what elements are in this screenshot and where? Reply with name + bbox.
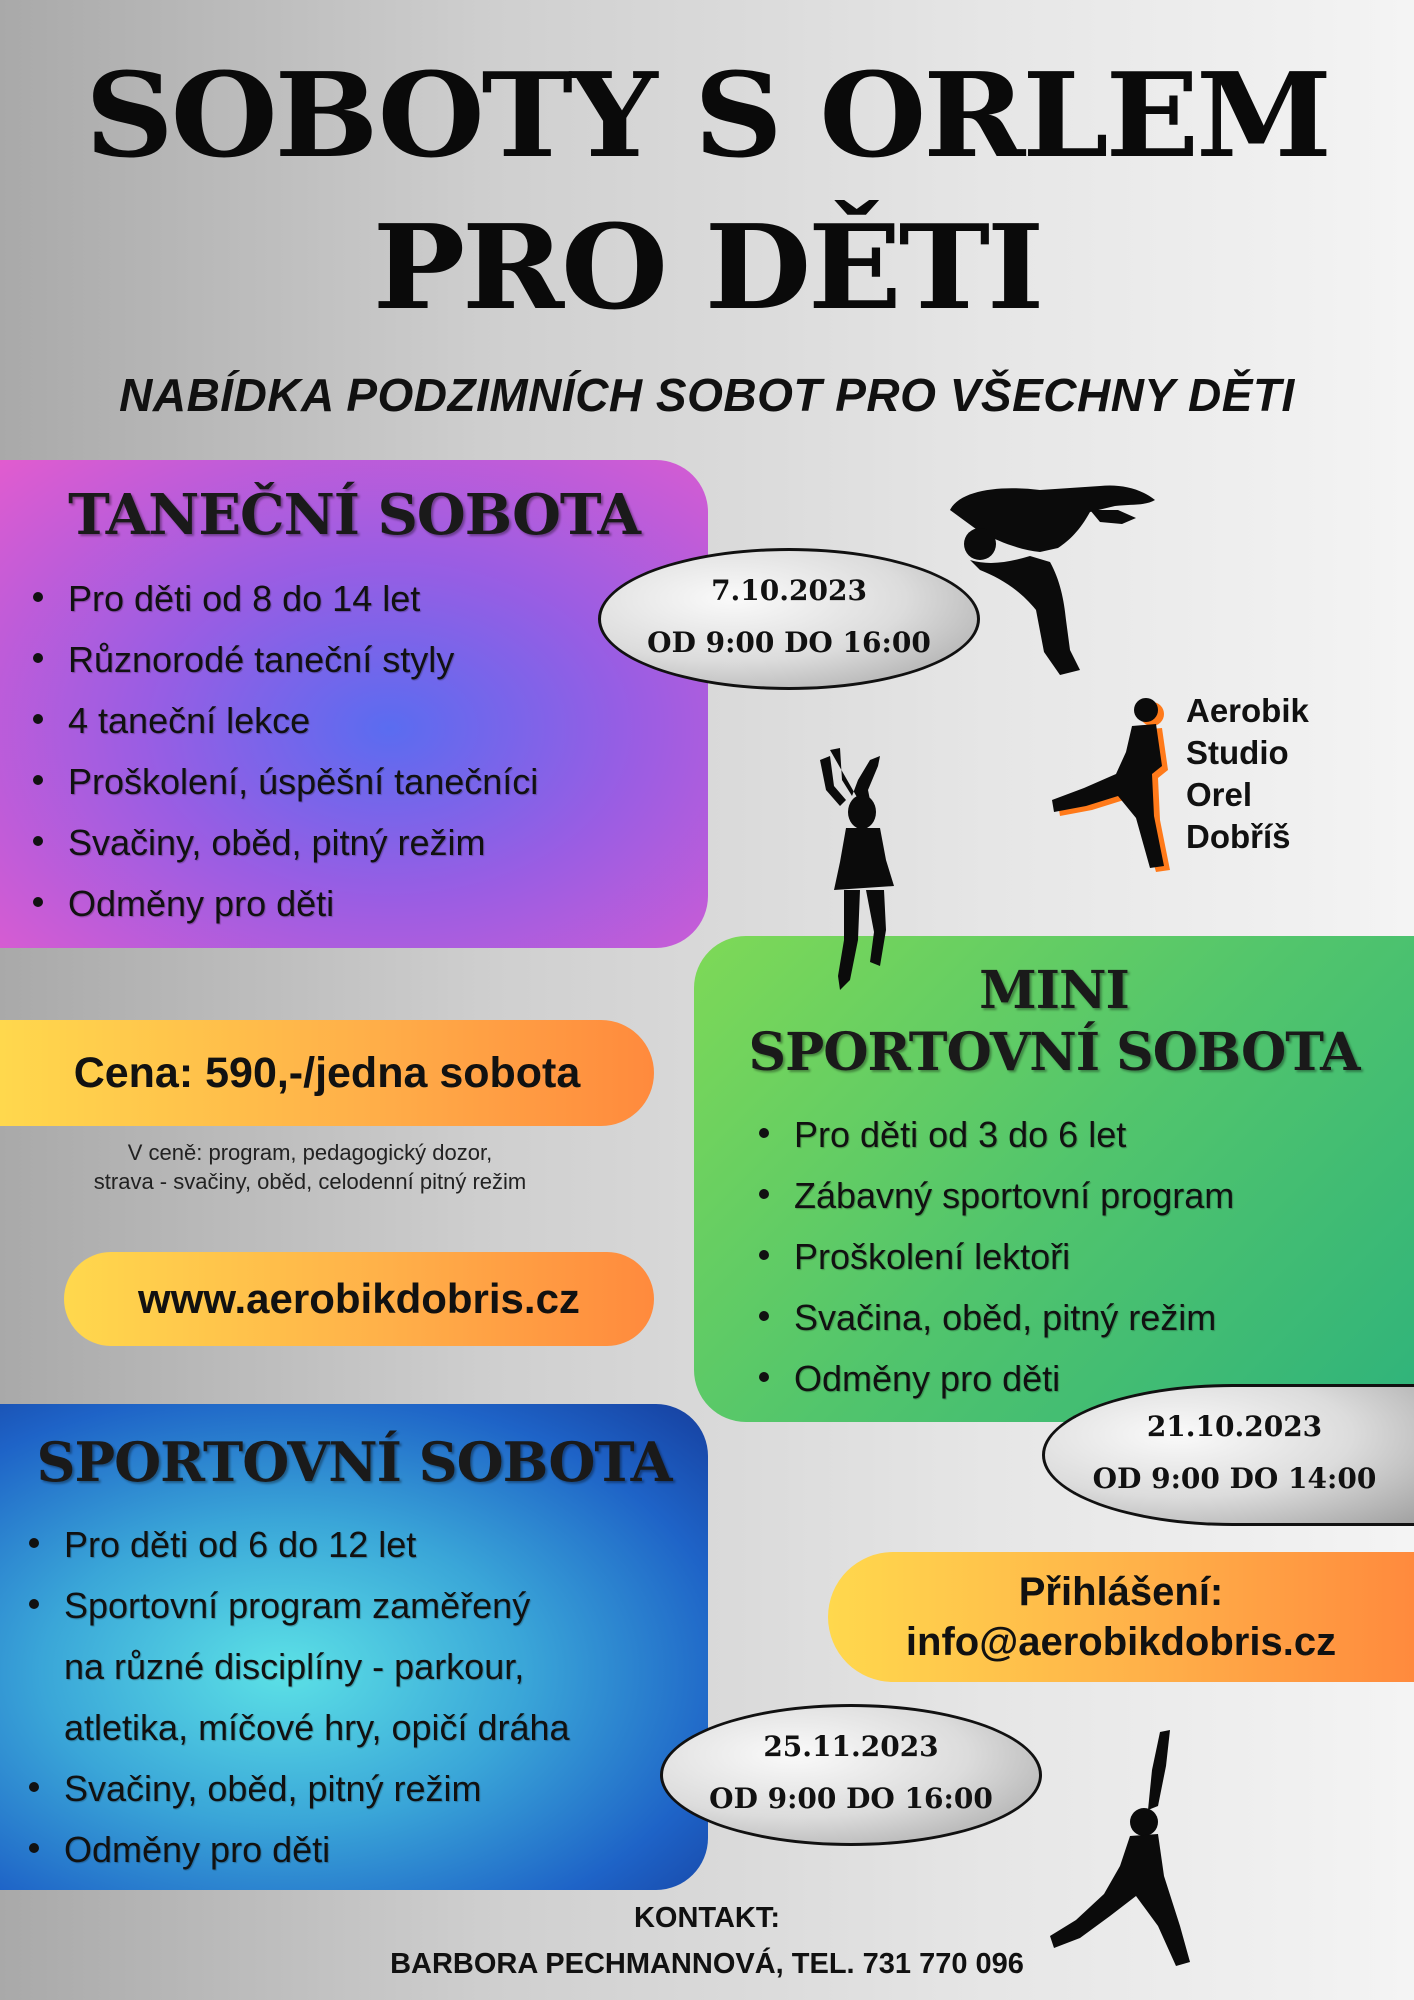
mini-panel [694, 936, 1414, 1422]
list-item: Pro děti od 6 do 12 let [64, 1514, 570, 1575]
list-item: Svačina, oběd, pitný režim [794, 1287, 1234, 1348]
list-item: Proškolení, úspěšní tanečníci [68, 751, 538, 812]
mini-date: 21.10.2023 [1146, 1410, 1323, 1443]
aerobik-logo-text [1186, 690, 1309, 858]
list-item: 4 taneční lekce [68, 690, 538, 751]
price-note-line2: strava - svačiny, oběd, celodenní pitný režim [93, 1169, 527, 1194]
list-item: Odměny pro děti [64, 1819, 570, 1880]
gymnast-silhouette-icon [1040, 1726, 1220, 1976]
sport-date-oval [660, 1704, 1042, 1846]
mini-title-line1: MINI [979, 960, 1129, 1021]
list-item: Odměny pro děti [794, 1348, 1234, 1409]
logo-line4: Dobříš [1186, 818, 1291, 855]
dance-date: 7.10.2023 [711, 574, 867, 607]
contact-text: BARBORA PECHMANNOVÁ, TEL. 731 770 096 [390, 1948, 1024, 1980]
sport-title: SPORTOVNÍ SOBOTA [36, 1430, 672, 1494]
breakdancer-silhouette-icon [940, 470, 1170, 690]
price-note-line1: V ceně: program, pedagogický dozor, [127, 1140, 493, 1165]
logo-line1: Aerobik [1186, 692, 1309, 729]
mini-list [794, 1104, 1234, 1409]
contact-label: KONTAKT: [633, 1902, 781, 1934]
dance-panel [0, 460, 708, 948]
price-note [20, 1138, 600, 1196]
signup-pill[interactable] [828, 1552, 1414, 1682]
list-item: Pro děti od 8 do 14 let [68, 568, 538, 629]
list-item: Svačiny, oběd, pitný režim [68, 812, 538, 873]
sport-date: 25.11.2023 [763, 1730, 939, 1763]
list-item: Zábavný sportovní program [794, 1165, 1234, 1226]
mini-title-line2: SPORTOVNÍ SOBOTA [748, 1022, 1360, 1083]
sport-panel [0, 1404, 708, 1890]
website-link[interactable] [64, 1252, 654, 1346]
dance-date-oval [598, 548, 980, 690]
list-item: Odměny pro děti [68, 873, 538, 934]
logo-line2: Studio [1186, 734, 1289, 771]
list-item: Svačiny, oběd, pitný režim [64, 1758, 570, 1819]
list-item: Sportovní program zaměřený [64, 1575, 570, 1636]
list-item: atletika, míčové hry, opičí dráha [64, 1707, 570, 1748]
dancer-girl-silhouette-icon [800, 740, 920, 1000]
dance-list [68, 568, 538, 934]
poster-title-line1: SOBOTY S ORLEM [84, 48, 1329, 184]
aerobik-logo-icon [1046, 696, 1186, 876]
price-pill [0, 1020, 654, 1126]
poster-subtitle: NABÍDKA PODZIMNÍCH SOBOT PRO VŠECHNY DĚTI [119, 369, 1295, 421]
logo-line3: Orel [1186, 776, 1253, 813]
mini-time: OD 9:00 DO 14:00 [1092, 1462, 1377, 1495]
sport-list [64, 1514, 570, 1880]
list-item: Různorodé taneční styly [68, 629, 538, 690]
mini-date-oval [1042, 1384, 1414, 1526]
sport-time: OD 9:00 DO 16:00 [709, 1782, 993, 1815]
signup-label: Přihlášení: [1018, 1570, 1224, 1614]
list-item: Pro děti od 3 do 6 let [794, 1104, 1234, 1165]
dance-title: TANEČNÍ SOBOTA [68, 482, 640, 548]
list-item: Proškolení lektoři [794, 1226, 1234, 1287]
poster-title-line2: PRO DĚTI [372, 200, 1042, 336]
list-item: na různé disciplíny - parkour, [64, 1646, 525, 1687]
price-label: Cena: 590,-/jedna sobota [73, 1048, 581, 1097]
dance-time: OD 9:00 DO 16:00 [647, 626, 931, 659]
website-text: www.aerobikdobris.cz [138, 1275, 580, 1322]
signup-email: info@aerobikdobris.cz [905, 1620, 1337, 1664]
